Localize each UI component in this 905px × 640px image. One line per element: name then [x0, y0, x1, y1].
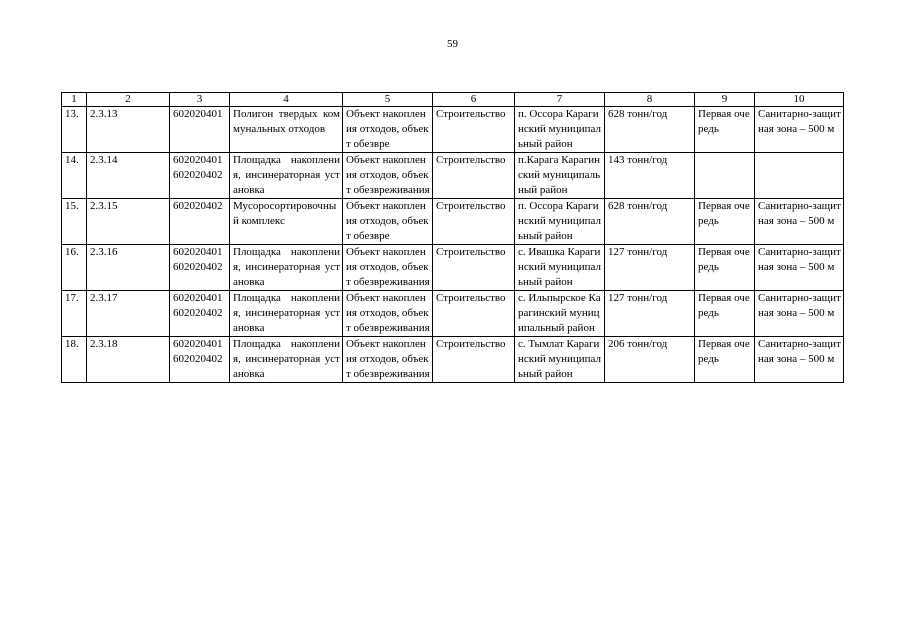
classifier-code-cell — [170, 199, 230, 245]
classifier-code-cell — [170, 291, 230, 337]
stage-cell: Первая очередь — [695, 107, 755, 153]
zone-cell — [755, 153, 844, 199]
classifier-code: 602020401 — [173, 108, 223, 120]
activity-cell: Строительство — [433, 245, 515, 291]
zone-cell: Санитарно-защитная зона – 500 м — [755, 337, 844, 383]
activity-cell: Строительство — [433, 153, 515, 199]
row-number-cell: 16. — [62, 245, 87, 291]
capacity-cell: 127 тонн/год — [605, 291, 695, 337]
code-cell: 2.3.14 — [87, 153, 170, 199]
object-name-cell: Полигон твердых коммунальных отходов — [230, 107, 343, 153]
table-body — [62, 93, 844, 383]
table-row — [62, 153, 844, 199]
classifier-code-cell — [170, 245, 230, 291]
header-cell: 8 — [605, 93, 695, 107]
page-number: 59 — [447, 38, 458, 50]
classifier-code: 602020401 — [173, 154, 223, 166]
object-type-cell: Объект накопления отходов, объект обезвреживания — [343, 153, 433, 199]
classifier-code: 602020401 — [173, 338, 223, 350]
header-cell: 7 — [515, 93, 605, 107]
code-cell: 2.3.18 — [87, 337, 170, 383]
code-cell: 2.3.13 — [87, 107, 170, 153]
header-cell: 10 — [755, 93, 844, 107]
object-name-cell: Площадка накопления, инсинераторная установка — [230, 337, 343, 383]
object-type-cell: Объект накопления отходов, объект обезвре — [343, 199, 433, 245]
zone-cell: Санитарно-защитная зона – 500 м — [755, 291, 844, 337]
header-cell: 2 — [87, 93, 170, 107]
classifier-code: 602020402 — [173, 169, 223, 181]
location-cell: с. Ильпырское Карагинский муниципальный район — [515, 291, 605, 337]
capacity-cell: 628 тонн/год — [605, 107, 695, 153]
row-number-cell: 13. — [62, 107, 87, 153]
classifier-code: 602020402 — [173, 353, 223, 365]
row-number-cell: 17. — [62, 291, 87, 337]
stage-cell: Первая очередь — [695, 291, 755, 337]
table-row — [62, 337, 844, 383]
object-type-cell: Объект накопления отходов, объект обезвреживания — [343, 291, 433, 337]
object-type-cell: Объект накопления отходов, объект обезвреживания — [343, 337, 433, 383]
location-cell: п.Карага Карагинский муниципальный район — [515, 153, 605, 199]
stage-cell — [695, 153, 755, 199]
header-cell: 4 — [230, 93, 343, 107]
stage-cell: Первая очередь — [695, 245, 755, 291]
capacity-cell: 206 тонн/год — [605, 337, 695, 383]
activity-cell: Строительство — [433, 291, 515, 337]
activity-cell: Строительство — [433, 337, 515, 383]
classifier-code-cell — [170, 107, 230, 153]
table-row — [62, 245, 844, 291]
table-row — [62, 107, 844, 153]
object-name-cell: Площадка накопления, инсинераторная установка — [230, 291, 343, 337]
header-cell: 9 — [695, 93, 755, 107]
capacity-cell: 143 тонн/год — [605, 153, 695, 199]
table-row — [62, 199, 844, 245]
classifier-code: 602020402 — [173, 261, 223, 273]
stage-cell: Первая очередь — [695, 337, 755, 383]
classifier-code: 602020402 — [173, 200, 223, 212]
activity-cell: Строительство — [433, 107, 515, 153]
location-cell: с. Ивашка Карагинский муниципальный район — [515, 245, 605, 291]
object-name-cell: Мусоросортировочный комплекс — [230, 199, 343, 245]
code-cell: 2.3.15 — [87, 199, 170, 245]
row-number-cell: 18. — [62, 337, 87, 383]
location-cell: п. Оссора Карагинский муниципальный район — [515, 107, 605, 153]
stage-cell: Первая очередь — [695, 199, 755, 245]
objects-table — [61, 92, 844, 383]
location-cell: п. Оссора Карагинский муниципальный район — [515, 199, 605, 245]
capacity-cell: 628 тонн/год — [605, 199, 695, 245]
location-cell: с. Тымлат Карагинский муниципальный район — [515, 337, 605, 383]
row-number-cell: 14. — [62, 153, 87, 199]
capacity-cell: 127 тонн/год — [605, 245, 695, 291]
header-cell: 1 — [62, 93, 87, 107]
activity-cell: Строительство — [433, 199, 515, 245]
classifier-code: 602020401 — [173, 292, 223, 304]
header-cell: 6 — [433, 93, 515, 107]
header-cell: 5 — [343, 93, 433, 107]
zone-cell: Санитарно-защитная зона – 500 м — [755, 245, 844, 291]
header-row — [62, 93, 844, 107]
row-number-cell: 15. — [62, 199, 87, 245]
zone-cell: Санитарно-защитная зона – 500 м — [755, 107, 844, 153]
object-name-cell: Площадка накопления, инсинераторная установка — [230, 245, 343, 291]
code-cell: 2.3.17 — [87, 291, 170, 337]
classifier-code-cell — [170, 337, 230, 383]
code-cell: 2.3.16 — [87, 245, 170, 291]
classifier-code-cell — [170, 153, 230, 199]
table-row — [62, 291, 844, 337]
object-type-cell: Объект накопления отходов, объект обезвре — [343, 107, 433, 153]
header-cell: 3 — [170, 93, 230, 107]
classifier-code: 602020401 — [173, 246, 223, 258]
object-name-cell: Площадка накопления, инсинераторная установка — [230, 153, 343, 199]
object-type-cell: Объект накопления отходов, объект обезвреживания — [343, 245, 433, 291]
zone-cell: Санитарно-защитная зона – 500 м — [755, 199, 844, 245]
classifier-code: 602020402 — [173, 307, 223, 319]
